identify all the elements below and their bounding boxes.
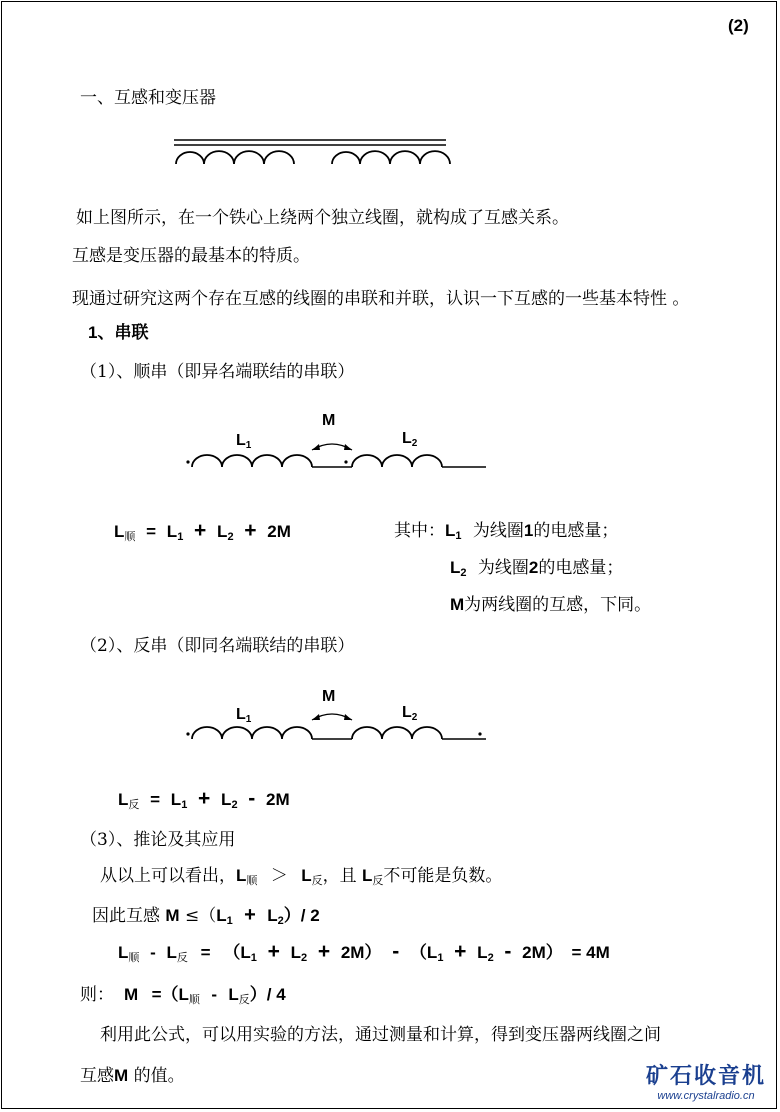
coil-l1: [192, 727, 312, 739]
note-m: M为两线圈的互感，下同。: [450, 595, 652, 615]
page-number: (2): [728, 16, 749, 35]
watermark-logo: [640, 1064, 772, 1103]
dot-terminal-left: [186, 460, 189, 463]
inference-line1: 从以上可以看出，L顺 ＞ L反，且 L反不可能是负数。: [100, 866, 503, 887]
diagram2-label-l2: $L_2$: [402, 704, 418, 723]
case1-heading: （1）、顺串（即异名端联结的串联）: [80, 362, 355, 382]
watermark-url: www.crystalradio.cn: [657, 1090, 755, 1102]
dot-terminal-mid: [344, 460, 347, 463]
inference-line6: 互感M 的值。: [80, 1066, 185, 1086]
coil-primary: [176, 151, 294, 164]
diagram1-label-m: M: [322, 412, 336, 429]
paragraph-mutual-inductance: 如上图所示，在一个铁心上绕两个独立线圈，就构成了互感关系。: [76, 208, 569, 228]
coil-l2: [352, 455, 442, 467]
diagram2-label-l1: $L_1$: [236, 706, 252, 725]
dot-terminal-right: [478, 732, 481, 735]
series-aiding-circuit: [176, 434, 496, 474]
dot-terminal-left: [186, 732, 189, 735]
diagram1-label-l2: $L_2$: [402, 430, 418, 449]
diagram2-label-m: M: [322, 688, 336, 705]
coil-l1: [192, 455, 312, 467]
paragraph-transformer-property: 互感是变压器的最基本的特质。: [72, 246, 310, 266]
coil-secondary: [332, 151, 450, 164]
inference-line3: L顺 - L反 = $(L_1 + L_2 + 2M) - (L_1 + L_2 - 2M) = 4M$: [118, 940, 610, 964]
inference-line4: 则： M =（L顺 - L反）/ 4: [80, 985, 286, 1006]
note-l2: $L_2$ 为线圈2的电感量；: [450, 558, 624, 579]
series-opposing-circuit: [176, 706, 496, 746]
watermark-name: 矿石收音机: [645, 1064, 766, 1089]
section-title: 一、互感和变压器: [80, 88, 216, 108]
note-l1: 其中：$L_1$ 为线圈1的电感量；: [394, 521, 619, 542]
equation-aiding: L顺 = $L_1 + L_2 + 2M$: [114, 519, 291, 543]
coil-l2: [352, 727, 442, 739]
inference-line2: 因此互感 $M \le(L_1 + L_2)/$ 2: [92, 904, 320, 927]
paragraph-study-intro: 现通过研究这两个存在互感的线圈的串联和并联，认识一下互感的一些基本特性 。: [72, 289, 690, 309]
case2-heading: （2）、反串（即同名端联结的串联）: [80, 636, 355, 656]
series-heading: 1、串联: [88, 323, 149, 342]
transformer-core-diagram: [170, 136, 460, 172]
equation-opposing: L反 = $L_1 + L_2 - 2M$: [118, 787, 290, 811]
case3-heading: （3）、推论及其应用: [80, 830, 236, 850]
diagram1-label-l1: $L_1$: [236, 432, 252, 451]
inference-line5: 利用此公式，可以用实验的方法，通过测量和计算，得到变压器两线圈之间: [100, 1025, 661, 1045]
